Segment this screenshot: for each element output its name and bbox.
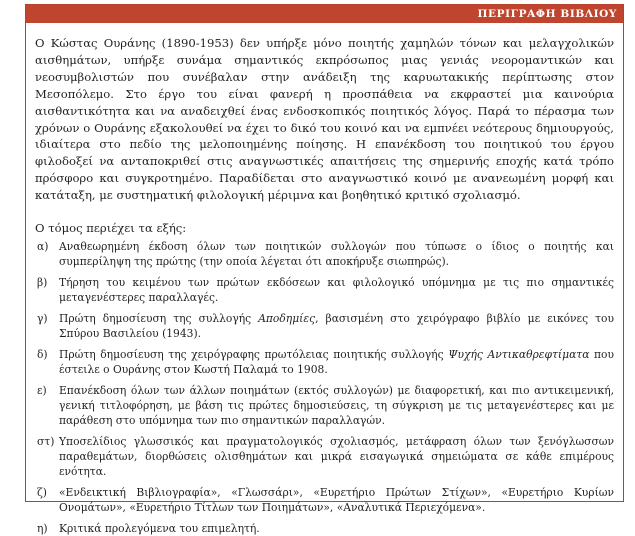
list-item-text: Κριτικά προλεγόμενα του επιμελητή. — [59, 521, 260, 535]
list-item-text: Αναθεωρημένη έκδοση όλων των ποιητικών συλλογών που τύπωσε ο ίδιος ο ποιητής και συμπερίληψη της πρώτης (την οποία λέγεται ότι αποκήρυξε σιωπηρώς). — [59, 239, 614, 268]
list-item — [35, 239, 614, 269]
list-item-text — [59, 311, 614, 341]
list-marker: γ) — [37, 311, 48, 325]
list-item — [35, 521, 614, 536]
list-item — [35, 485, 614, 515]
contents-list — [35, 239, 614, 536]
list-item — [35, 383, 614, 428]
list-item — [35, 311, 614, 341]
list-marker: η) — [37, 521, 48, 535]
list-item — [35, 347, 614, 377]
list-marker: α) — [37, 239, 49, 253]
list-item-text-before: Πρώτη δημοσίευση της συλλογής — [59, 311, 259, 325]
book-description-panel — [25, 4, 624, 535]
list-item-text — [59, 347, 614, 377]
collection-title: Αποδημίες — [258, 311, 316, 325]
list-item — [35, 434, 614, 479]
list-marker: β) — [37, 275, 48, 289]
list-item-text-after: , βασισμένη στο χειρόγραφο βιβλίο με εικόνες του Σπύρου Βασιλείου (1943). — [59, 311, 614, 340]
list-item-text-before: Πρώτη δημοσίευση της χειρόγραφης πρωτόλειας ποιητικής συλλογής — [59, 347, 449, 361]
list-marker: ζ) — [37, 485, 47, 499]
list-item-text: Τήρηση του κειμένου των πρώτων εκδόσεων και φιλολογικό υπόμνημα με τις πιο σημαντικές μεταγενέστερες παραλλαγές. — [59, 275, 614, 304]
description-content — [35, 35, 614, 536]
collection-title: Ψυχής Αντικαθρεφτίματα — [448, 347, 590, 361]
list-item-text: «Ενδεικτική Βιβλιογραφία», «Γλωσσάρι», «Ευρετήριο Πρώτων Στίχων», «Ευρετήριο Κυρίων Ονομάτων», «Ευρετήριο Τίτλων των Ποιημάτων», «Αναλυτικά Περιεχόμενα». — [59, 485, 614, 514]
intro-paragraph: Ο Κώστας Ουράνης (1890-1953) δεν υπήρξε μόνο ποιητής χαμηλών τόνων και μελαγχολικών αισθημάτων, υπήρξε συνάμα σημαντικός εκπρόσωπος μιας γενιάς νεορομαντικών και νεοσυμβολιστών που συνέβαλαν στην ανάδειξη της καρυωτακικής περίπτωσης στον Μεσοπόλεμο. Στο έργο του είναι φανερή η προσπάθεια να εκφραστεί μια καινούρια αισθαντικότητα και να αναδειχθεί ένας ενδοσκοπικός ποιητικός λόγος. Παρά το πέρασμα των χρόνων ο Ουράνης εξακολουθεί να έχει το δικό του κοινό και να εμπνέει νεότερους δημιουργούς, ιδιαίτερα στο πεδίο της μελοποιημένης ποίησης. Η επανέκδοση του ποιητικού του έργου φιλοδοξεί να ανταποκριθεί στις αναγνωστικές απαιτήσεις της σημερινής εποχής κατά τρόπο πρόσφορο και συγκροτημένο. Παραδίδεται στο αναγνωστικό κοινό με ανανεωμένη μορφή και κατάταξη, με συστηματική φιλολογική μέριμνα και βοηθητικό κριτικό σχολιασμό. — [35, 36, 614, 203]
list-marker: ε) — [37, 383, 47, 397]
list-marker: δ) — [37, 347, 48, 361]
list-marker: στ) — [37, 434, 55, 448]
list-item-text: Υποσελίδιος γλωσσικός και πραγματολογικός σχολιασμός, μετάφραση όλων των ξενόγλωσσων παραθεμάτων, διορθώσεις ολισθημάτων και μικρά εισαγωγικά σημειώματα σε κάθε επιμέρους ενότητα. — [59, 434, 614, 478]
section-header: ΠΕΡΙΓΡΑΦΗ ΒΙΒΛΙΟΥ — [26, 5, 623, 23]
contents-lead: Ο τόμος περιέχει τα εξής: — [35, 221, 187, 236]
list-item — [35, 275, 614, 305]
list-item-text-after: που έστειλε ο Ουράνης στον Κωστή Παλαμά το 1908. — [59, 347, 614, 376]
list-item-text: Επανέκδοση όλων των άλλων ποιημάτων (εκτός συλλογών) με διαφορετική, και πιο αντικειμενική, γενική τιτλοφόρηση, με βάση τις πρώτες δημοσιεύσεις, τη σύγκριση με τις μεταγενέστερες και με παράθεση στο υπόμνημα των πιο σημαντικών παραλλαγών. — [59, 383, 614, 427]
